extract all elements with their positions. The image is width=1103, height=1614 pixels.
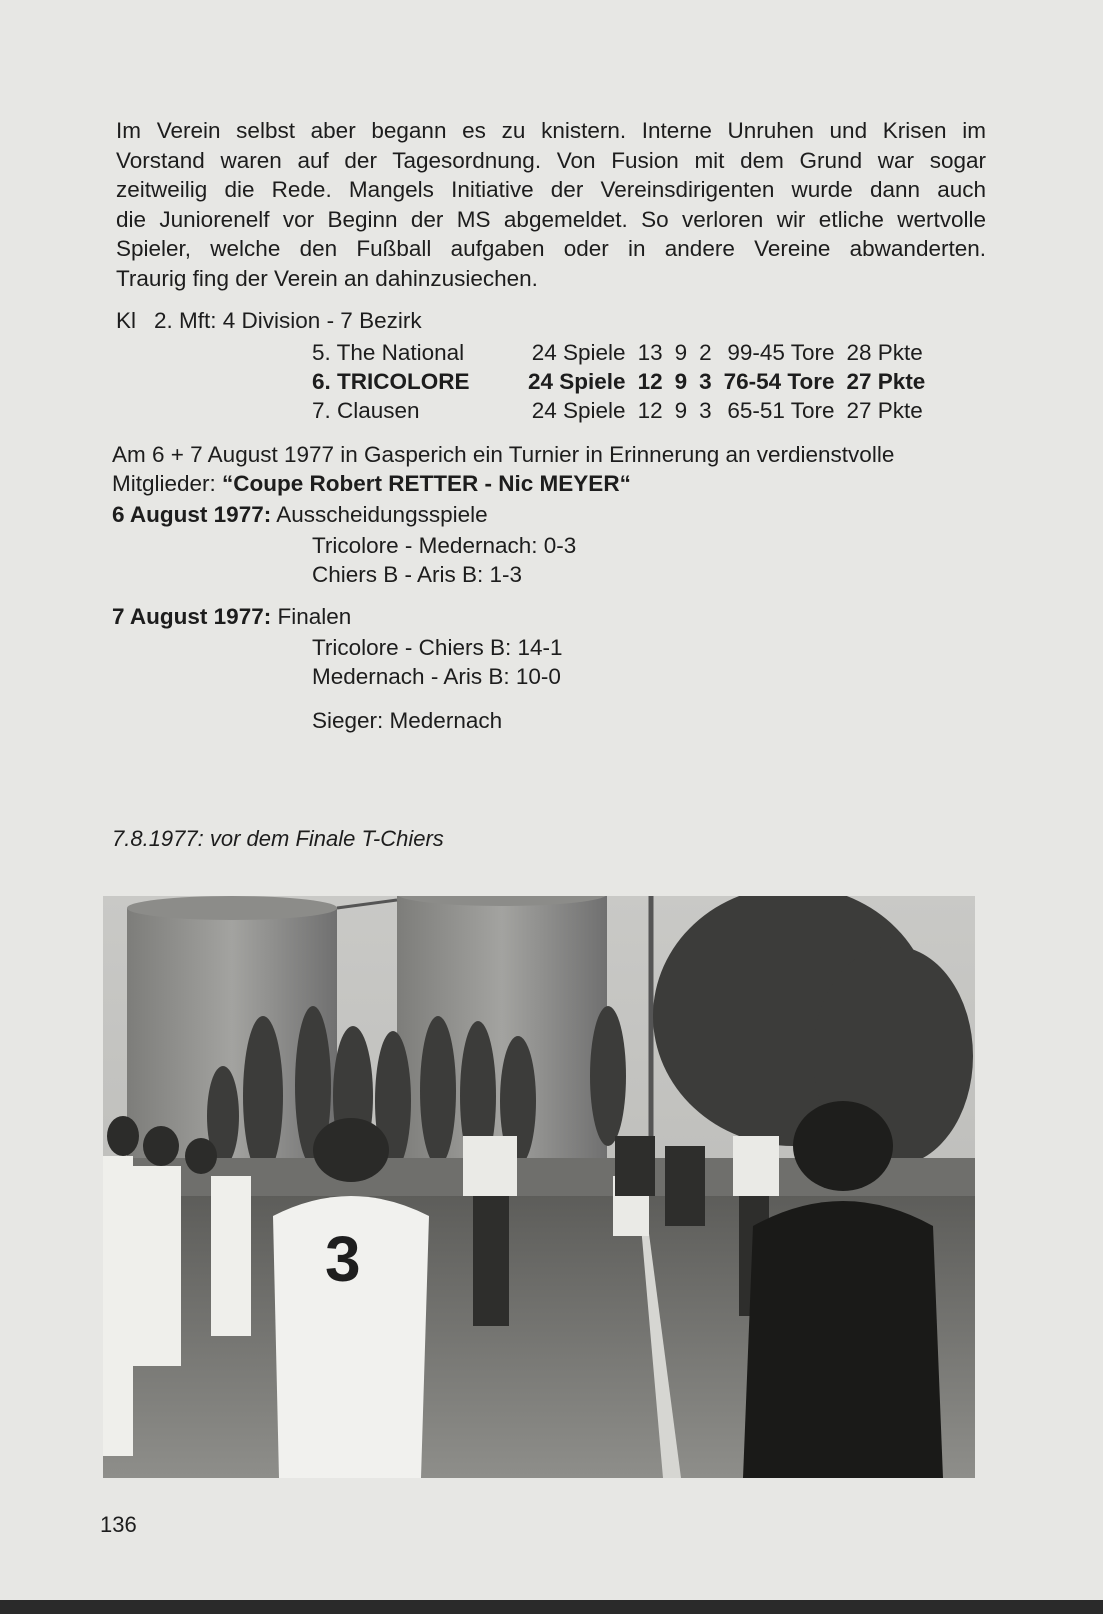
team-cell: 7. Clausen <box>312 397 420 423</box>
result-line: Medernach - Aris B: 10-0 <box>312 664 561 689</box>
paragraph-line: die Juniorenelf vor Beginn der MS abgemeldet. So verloren wir etliche wertvolle <box>116 206 986 232</box>
tournament-line <box>112 469 988 498</box>
wins-cell: 12 <box>637 397 663 423</box>
points-cell: 27 Pkte <box>846 368 926 394</box>
jersey-number: 3 <box>325 1223 361 1295</box>
result-line: Chiers B - Aris B: 1-3 <box>312 562 523 587</box>
page-number: 136 <box>100 1512 137 1537</box>
day-label: Finalen <box>271 604 352 629</box>
results-list <box>312 531 576 589</box>
table-row <box>312 338 931 367</box>
team-cell: 6. TRICOLORE <box>312 368 470 394</box>
bottom-border <box>0 1600 1103 1614</box>
games-cell: 24 Spiele <box>528 368 626 394</box>
day-date: 7 August 1977: <box>112 604 272 629</box>
winner-line: Sieger: Medernach <box>312 708 503 733</box>
paragraph-line: Im Verein selbst aber begann es zu knistern. Interne Unruhen und Krisen im <box>116 118 986 143</box>
result-line: Tricolore - Medernach: 0-3 <box>312 533 577 558</box>
tournament-line: Am 6 + 7 August 1977 in Gasperich ein Turnier in Erinnerung an verdienstvolle <box>112 442 895 467</box>
draws-cell: 9 <box>674 368 688 394</box>
games-cell: 24 Spiele <box>531 397 626 423</box>
results-list <box>312 633 563 735</box>
league-division: 2. Mft: 4 Division - 7 Bezirk <box>154 308 422 333</box>
league-header <box>116 308 422 334</box>
draws-cell: 9 <box>674 339 688 365</box>
losses-cell: 3 <box>699 397 712 423</box>
photo-caption: 7.8.1977: vor dem Finale T-Chiers <box>112 826 444 851</box>
day-heading <box>112 500 488 529</box>
result-line: Tricolore - Chiers B: 14-1 <box>312 635 563 660</box>
goals-cell: 65-51 Tore <box>727 397 835 423</box>
wins-cell: 13 <box>637 339 663 365</box>
table-row <box>312 367 931 396</box>
wins-cell: 12 <box>637 368 663 394</box>
team-photo <box>103 896 975 1478</box>
day-date: 6 August 1977: <box>112 502 272 527</box>
day-heading <box>112 602 351 631</box>
goals-cell: 99-45 Tore <box>727 339 835 365</box>
table-row <box>312 396 931 425</box>
league-standings-table <box>312 338 931 425</box>
team-cell: 5. The National <box>312 339 465 365</box>
paragraph-line: Spieler, welche den Fußball aufgaben oder in andere Vereine abwanderten. <box>116 236 986 261</box>
day-label: Ausscheidungsspiele <box>271 502 488 527</box>
games-cell: 24 Spiele <box>531 339 626 365</box>
tournament-prefix: Mitglieder: <box>112 471 223 496</box>
paragraph-line: Traurig fing der Verein an dahinzusiechen. <box>116 265 538 291</box>
losses-cell: 2 <box>699 339 712 365</box>
league-class-label: Kl <box>116 308 137 333</box>
tournament-title: “Coupe Robert RETTER - Nic MEYER“ <box>222 471 631 496</box>
paragraph-line: zeitweilig die Rede. Mangels Initiative der Vereinsdirigenten wurde dann auch <box>116 177 986 202</box>
photo-illustration <box>103 896 975 1478</box>
tournament-intro <box>112 440 988 498</box>
draws-cell: 9 <box>674 397 688 423</box>
goals-cell: 76-54 Tore <box>723 368 835 394</box>
losses-cell: 3 <box>699 368 712 394</box>
points-cell: 28 Pkte <box>846 339 923 365</box>
paragraph-line: Vorstand waren auf der Tagesordnung. Von Fusion mit dem Grund war sogar <box>116 147 986 173</box>
body-paragraph <box>116 116 986 293</box>
points-cell: 27 Pkte <box>846 397 923 423</box>
